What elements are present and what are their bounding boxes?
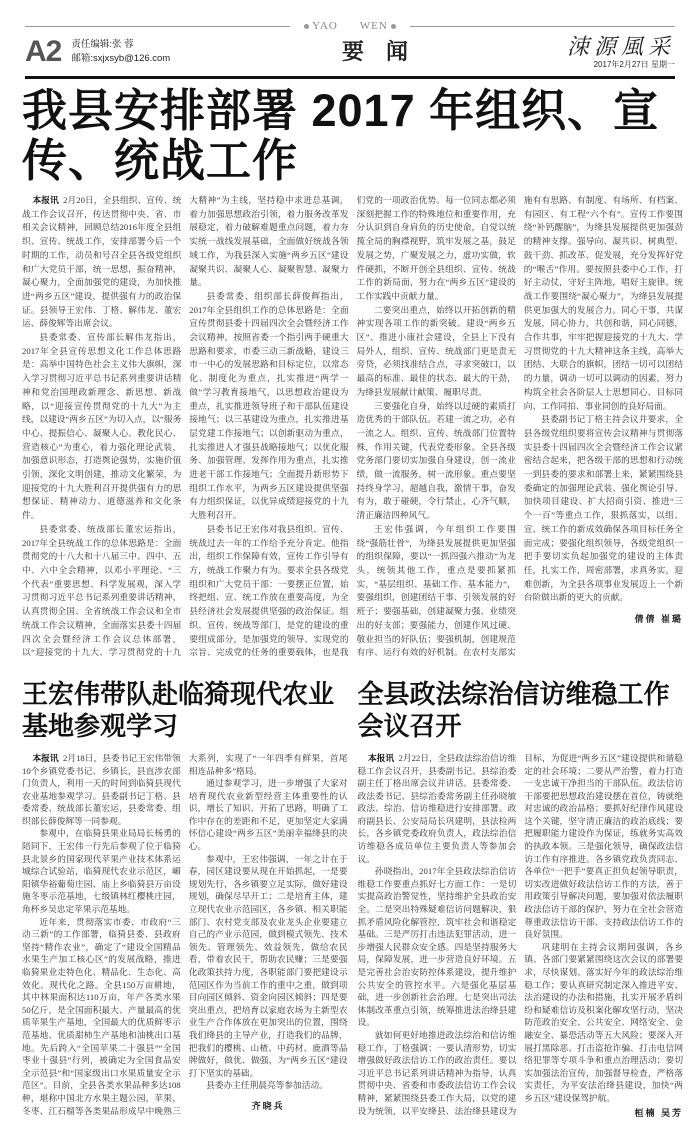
headline-line: 全县政法综治信访维稳工作 <box>357 678 670 709</box>
bullet-icon <box>391 24 396 29</box>
paragraph <box>22 752 181 828</box>
left-article <box>22 678 348 1117</box>
page-header <box>25 0 675 80</box>
paragraph: 三要强化自身，始终以过硬的素质打造优秀的干部队伍。若建一流之功，必有一流之人。组织、宣传、统战部门位置特殊，作用关键，代表党委形象。全县各级党务部门要切实加强自身建设，创一流业绩，做一流服务，树一流形象。重点要坚持终身学习，超越自我，激情干事，奋发有为，敢于碰硬，令行禁止，心齐气顺，清正廉洁四种风气。 <box>356 400 516 521</box>
paragraph: 就如何更好地推进政法综治和信访维稳工作，丁格强调：一要认清形势，切实增强做好政法信访工作的政治责任。要以习近平总书记系列讲话精神为指导，认真贯彻中央、省委和市委政法信访工作会议精神，紧紧围绕县委工作大局，以党的建设为统领，以平安绛县、法治绛县建设为目标，为促进“两乡五区”建设提供和谐稳定的社会环境；二要从严治警，着力打造一支忠诚干净担当的干部队伍。政法信访干部要把思想政治建设摆在首位，铸就绝对忠诚的政治品格；要抓好纪律作风建设这个关键，坚守清正廉洁的政治底线；要把履职能力建设作为保证，练就务实高效的执政本领。三是强化领导，确保政法信访工作有序推进。各乡镇党政负责同志、各单位“一把手”要真正担负起领导职责，切实改进做好政法信访工作的方法，善于用政策引导解决问题，要加强对依法履职政法信访干部的保护，努力在全社会营造尊重政法信访干部、支持政法信访工作的良好氛围。 <box>357 752 683 1116</box>
lead-tag: 本报讯 <box>367 752 395 763</box>
byline: 桓楠 吴芳 <box>634 1107 683 1118</box>
issue-date: 2017年2月27日 星期一 <box>593 59 675 69</box>
page-number: A2 <box>25 35 62 68</box>
top-headline: 我县安排部署 2017 年组织、宣传、统战工作 <box>22 85 660 186</box>
pinyin-left: YAO <box>312 20 338 32</box>
paragraph: 县委办主任荆晨亮等参加活动。 <box>206 1080 328 1091</box>
header-left <box>25 35 255 69</box>
right-article-body <box>358 752 684 1120</box>
paragraph: 参观中，在临猗县果业局局长杨勇的陪同下，王宏伟一行先后参观了位于临猗县北景乡的国家现代苹果产业技术体系运城综合试验站，临猗现代农业示范区，嵋阳镇华裕葡萄庄园、庙上乡临猗县万亩设施冬枣示范基地，七级镇林红樱桃庄园，角杯乡吴忠定苹果示范基地。 <box>22 828 181 915</box>
headline-line: 王宏伟带队赴临猗现代农业 <box>22 678 335 709</box>
paragraph: 孙晓指出，2017年全县政法综治信访维稳工作要重点抓好七方面工作：一是切实提高政治警觉性，坚持维护全县政治安全。二是突出特殊疑难信访问题解决，狠抓矛盾风险化解管控，筑牢社会和谐稳定基础。三是严厉打击违法犯罪活动，进一步增强人民群众安全感。四是坚持服务大局，保障发展，进一步营造良好环境。五是完善社会治安防控体系建设，提升维护公共安全的管控水平。六是强化基层基础，进一步创新社会治理。七是突出司法体制改革重点引领，统筹推进法治绛县建设。 <box>357 866 517 1028</box>
page-content <box>0 80 700 1130</box>
paragraph-text: 2月20日，全县组织、宣传、统战工作会议召开，传达贯彻中央、省、市相关会议精神，回顾总结2016年度全县组织、宣传、统战工作，安排部署今后一个时期的工作，动员和号召全县各级党组织和广大党员干部，统一思想，振奋精神，凝心聚力，全面加强党的建设，为加快推进“两乡五区”建设，提供强有力的政治保证。县领导王宏伟、丁格、解伟龙、董宏运、薛俊辉等出席会议。 <box>22 195 182 329</box>
paragraph: 通过参观学习，进一步增强了大家对培育现代农业新型经营主体重要性的认识，增长了知识、开拓了思路，明确了工作中存在的差距和不足，更加坚定大家满怀信心建设“两乡五区”美丽幸福绛县的决心。 <box>188 778 348 852</box>
paragraph: 巩建明在主持会议期间强调，各乡镇、各部门要紧紧围绕这次会议的部署要求，尽快谋划、落实好今年的政法综治维稳工作；要认真研究制定深入推进平安、法治建设的办法和措施，扎实开展矛盾纠纷和疑难信访及积案化解攻坚行动，坚决防范政治安全、公共安全、网络安全、金融安全、暴恐活动等五大风险；要深入开展打黑除恶、打击盗抢诈骗、打击电信网络犯罪等专项斗争和重点治理活动；要切实加强法治宣传，加强督导检查，严格落实责任，为平安法治绛县建设，加快“两乡五区”建设保驾护航。 <box>524 941 683 1103</box>
bullet-icon <box>304 24 309 29</box>
headline-line: 基地参观学习 <box>22 710 179 741</box>
editor-name: 责任编辑:张 蓉 <box>71 39 134 50</box>
byline: 齐晓兵 <box>251 1100 285 1111</box>
paragraph: 县委常委、宣传部长解伟龙指出，2017年全县宣传思想文化工作总体思路是：高举中国特色社会主义伟大旗帜，深入学习贯彻习近平总书记系列重要讲话精神和党治国理政新理念、新思想、新战略，以“迎接宣传贯彻党的十九大”为主线，以建设“两乡五区”为切入点，以“服务中心、提振信心、凝聚人心、教化民心、营造核心”为重心，着力强化理论武装，加强意识形态，打造舆论强势，实施价值引领，深化文明创建，推动文化繁荣，为迎接党的十九大胜利召开提供强有力的思想保证、精神动力、道德滋养和文化条件。 <box>22 332 182 521</box>
paragraph-text: 2月18日，县委书记王宏伟带领10个乡镇党委书记、乡镇长，县直涉农部门负责人，利用一天的时间到临猗县现代农业基地参观学习。县委副书记丁格、县委常委、统战部长董宏运，县委常委、组织部长薛俊辉等一同参观。 <box>22 752 181 826</box>
paragraph: 县委常委、统战部长董宏运指出，2017年全县统战工作的总体思路是：全面贯彻党的十八大和十八届三中、四中、五中、六中全会精神，以邓小平理论、“三个代表”重要思想、科学发展观，深入学习贯彻习近平总书记系列重要讲话精神，认真贯彻全国、全省统战工作会议和全市统战工作会议精神，全面落实县委十四届四次全会暨经济工作会议总体部署，以“迎接党的十九大、学习贯彻党的十九大精神”为主线，坚持稳中求进总基调，着力加强思想政治引领，着力服务改革发展稳定，着力破解难题重点问题，着力夯实统一战线发展基础，全面做好统战各领域工作，为我县深入实施“两乡五区”建设凝聚共识、凝聚人心、凝聚智慧、凝聚力量。 <box>22 195 349 658</box>
masthead: 涑源風采 <box>566 33 675 59</box>
paragraph-text: 2月22日，全县政法综治信访维稳工作会议召开，县委副书记、县综治委副主任丁格出席会议并讲话。县委常委、政法委书记、县综治委常务副主任孙晓敏政法、综治、信访维稳进行安排部署。政府副县长、公安局局长巩建明，县法检两长，各乡镇党委政府负责人，政法综治信访维稳各成员单位主要负责人等参加会议。 <box>357 752 517 864</box>
paragraph: 县委副书记丁格主持会议并要求，全县各级党组织要将宣传会议精神与贯彻落实县委十四届四次全会暨经济工作会议紧密结合起来，把各级干部的思想和行动统一到县委的要求和部署上来，紧紧围绕县委确定的加强理论武装、强化舆论引导、加快项目建设、扩大招商引资、推进“三个一百”等重点工作，狠抓落实，以组、宣、统工作的新成效确保各项目标任务全面完成；要强化组织领导，各级党组织一把手要切实负起加强党的建设的主体责任，扎实工作，周密部署，求真务实，迎难创新，为全县各项事业发展迈上一个新台阶做出新的更大的贡献。 <box>523 414 683 603</box>
headline-line: 会议召开 <box>357 710 462 741</box>
right-headline <box>358 678 684 742</box>
lead-tag: 本报讯 <box>32 752 59 763</box>
top-article-body <box>22 194 683 660</box>
right-article <box>358 678 684 1120</box>
byline: 倩倩 崔璐 <box>634 614 683 625</box>
paragraph <box>358 752 517 865</box>
paragraph: 参观中，王宏伟强调，一年之计在于春，园区建设要从现在开始抓起，一是要规划先行，各乡镇要立足实际，做好建设规划，确保尽早开工；二是培育主体，建立现代农业示范园区，各乡镇、相关职能部门、农村党支部及农业龙头企业要建立自己的产业示范园，做到模式领先、技术领先、管理领先、效益领先，做给农民看，带着农民干，帮助农民赚；三是要强化政策扶持力度，各职能部门要把建设示范园区作为当前工作的重中之重，做到项目向园区倾斜、资金向园区倾斜；四是要突出重点，把培育以家庭农场为主新型农业生产合作体放在更加突出的位置，围绕我们绛县的主导产业，打造我们的品牌，把我们的樱桃、山楂、中药材、鹿酒等品牌做好，做优、做强，为“两乡五区”建设打下坚实的基础。 <box>188 853 348 1078</box>
paragraph: 县委常委、组织部长薛俊辉指出，2017年全县组织工作的总体思路是：全面宣传贯彻县委十四届四次全会暨经济工作会议精神，按照省委一个指引两手硬重大思路和要求，市委三动三新战略，建设三市一中心的发展思路和目标定位，以常态化、制度化为重点，扎实推进“两学一做”学习教育接地气，以思想政治建设为重点，扎实推进领导班子和干部队伍建设接地气；以三基建设为重点，扎实推进基层党建工作接地气；以创新驱动为重点，扎实推进人才强县战略接地气；以优化服务、加强管理、发挥作用为重点，扎实推进老干部工作接地气；全面提升新形势下组织工作水平，为两乡五区建设提供坚强有力组织保证，以优异成绩迎接党的十九大胜利召开。 <box>189 290 349 521</box>
editor-email: 邮箱:sxjxsyb@126.com <box>71 53 171 64</box>
header-right <box>495 35 675 70</box>
section-title: 要闻 <box>341 39 430 64</box>
paragraph: 二要突出重点，始终以开拓创新的精神实现各项工作的新突破。建设“两乡五区”、推进小康社会建设，全县上下没有局外人，组织、宣传、统战部门更是责无旁贷，必须找准结合点，寻求突破口，以最高的标准、最佳的状态、最大的干劲，为绛县发展献计献策、履职尽责。 <box>356 304 516 397</box>
left-article-body <box>22 752 348 1117</box>
bottom-articles <box>22 678 683 1120</box>
paragraph <box>22 194 181 331</box>
header-thick-rule <box>25 76 675 79</box>
paragraph: 县委书记王宏伟对我县组织、宣传、统战过去一年的工作给予充分肯定。他指出，组织工作保障有效，宣传工作引导有方，统战工作聚力有为。要求全县各级党组织和广大党员干部：一要摆正位置，始终把组、宣、统工作放在重要高度，为全县经济社会发展提供坚强的政治保证。组织、宣传、统战等部门，是党的建设的重要组成部分，是加强党的领导、实现党的宗旨、完成党的任务的重要载体，也是我们党的一项政治优势。每一位同志都必须深刻把握工作的特殊地位和重要作用，充分认识到自身肩负的历史使命，自觉以统揽全局的胸襟视野，筑牢发展之基，鼓足发展之势，广聚发展之力，虚功实做，软件硬抓，不断开创全县组织、宣传、统战工作的新局面，努力在“两乡五区”建设的工作实践中贡献力量。 <box>189 195 516 658</box>
left-headline <box>22 678 348 742</box>
pinyin-right: WEN <box>359 20 388 32</box>
editor-info <box>71 38 170 66</box>
header-row <box>25 32 675 72</box>
lead-tag: 本报讯 <box>32 195 59 205</box>
paragraph: 王宏伟强调，今年组织工作要围绕“强筋壮骨”，为绛县发展提供更加坚强的组织保障，要以“一抓四强六推动”为龙头，统领其他工作，重点是要抓紧抓实，“基层组织、基础工作、基本能力”，要强组织，创建团结干事、引领发展的好班子；要强基础，创建凝聚力强、业绩突出的好支部；要强能力，创建作风过硬、敬业担当的好队伍；要强机制，创建规范有序、运行有效的好机制。在农村支部实施有有思路、有制度、有场所、有档案、有园区、有工程“六个有”。宣传工作要围绕“补钙醒脑”，为绛县发展提供更加强劲的精神支撑。强导向、凝共识、树典型、鼓干劲、抓改革、促发展，充分发挥好党的“喉舌”作用。要按照县委中心工作，打好主动仗，守好主阵地，唱好主旋律。统战工作要围绕“凝心聚力”，为绛县发展提供更加强大的发展合力。同心干事，共谋发展，同心协力，共创和谐，同心同德，合作共事，牢牢把握迎接党的十九大、学习贯彻党的十九大精神这条主线，高举大团结、大联合的旗帜，团结一切可以团结的力量，调动一切可以调动的因素，努力构筑全社会各阶层人士思想同心、目标同向、工作同拍、事业同创的良好局面。 <box>356 195 683 658</box>
paragraph: 近年来，贯彻落实市委、市政府“三动三新”的工作部署，临猗县委、县政府坚持“精作农业”，确定了“建设全国精品水果生产加工核心区”的发展战略，推进临猗果业走特色化、精品化、生态化、高效化、现代化之路。全县150万亩耕地，其中林果面积达110万亩，年产各类水果50亿斤，是全国面积最大、产量最高的优质苹果生产基地，全国最大的优质鲜枣示范基地、优质甜柿生产基地和油桃出口基地。先后跨入“全国苹果二十强县”“全国枣业十强县”行列，被确定为全国食品安全示范县”和“国家级出口水果质量安全示范区”。目前，全县各类水果品种多达108种，堪称中国北方水果主题公园，苹果、冬枣、江石榴等各类果品形成早中晚熟三大系列，实现了“一年四季有鲜果，首尾相连品种多”格局。 <box>22 752 348 1116</box>
